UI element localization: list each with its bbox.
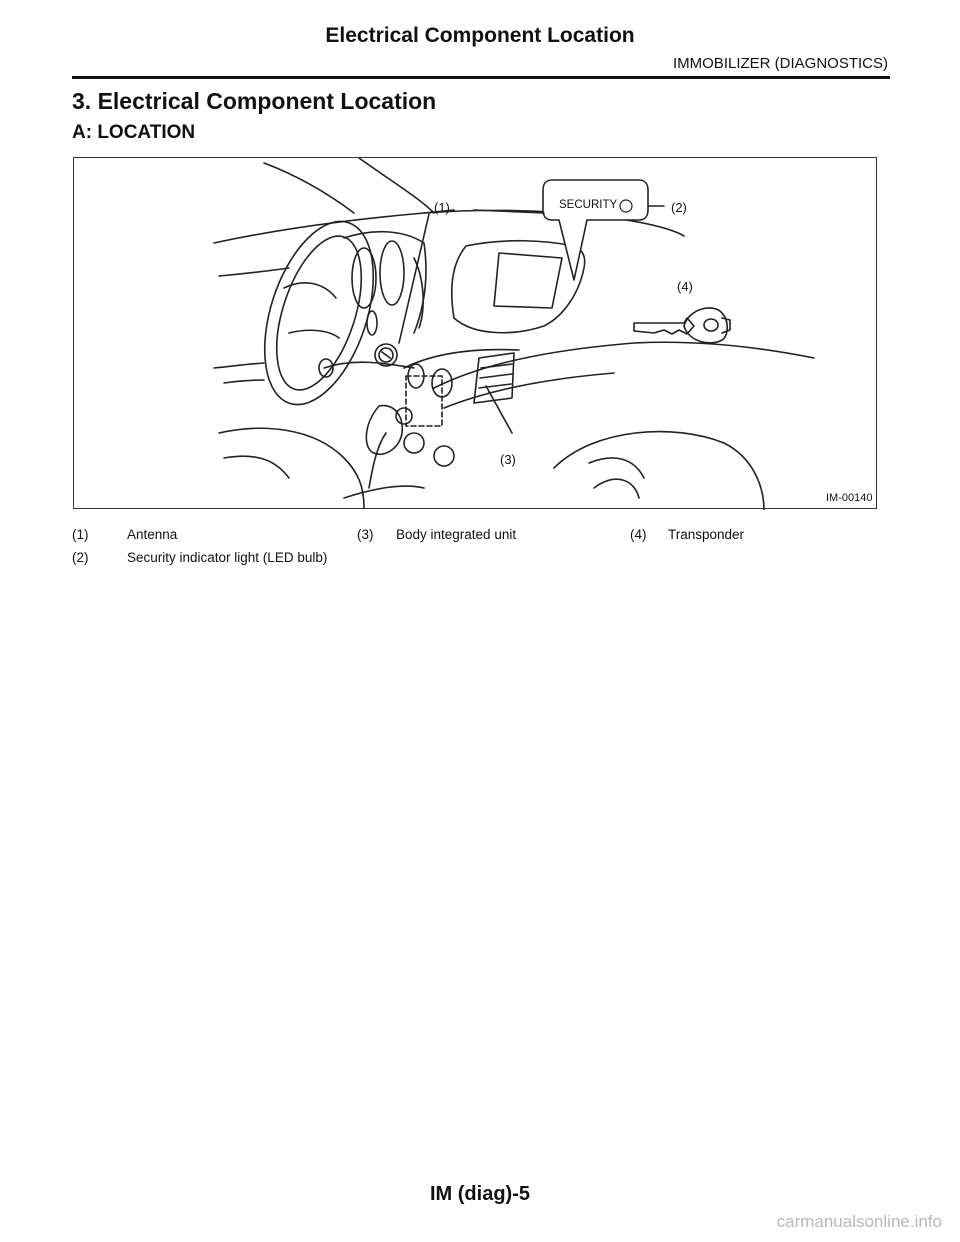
legend-text-body-integrated-unit: Body integrated unit xyxy=(396,527,517,542)
watermark: carmanualsonline.info xyxy=(776,1212,942,1231)
legend-text-transponder: Transponder xyxy=(668,527,745,542)
page-header-title: Electrical Component Location xyxy=(325,24,635,47)
callout-antenna: (1) xyxy=(434,200,450,215)
callout-body-integrated-unit: (3) xyxy=(500,452,516,467)
legend-text-security-light: Security indicator light (LED bulb) xyxy=(127,550,328,565)
callout-transponder: (4) xyxy=(677,279,693,294)
page-footer: IM (diag)-5 xyxy=(430,1183,530,1205)
subsection-heading: A: LOCATION xyxy=(72,122,196,143)
legend-num-transponder: (4) xyxy=(630,527,647,542)
legend-num-antenna: (1) xyxy=(72,527,89,542)
location-figure xyxy=(73,157,877,509)
legend-text-antenna: Antenna xyxy=(127,527,178,542)
legend-num-security-light: (2) xyxy=(72,550,89,565)
page-header-section: IMMOBILIZER (DIAGNOSTICS) xyxy=(672,55,888,72)
legend-num-body-integrated-unit: (3) xyxy=(357,527,374,542)
section-heading: 3. Electrical Component Location xyxy=(72,88,437,114)
security-indicator-label: SECURITY xyxy=(559,199,618,211)
callout-security-light: (2) xyxy=(671,200,687,215)
header-rule xyxy=(72,76,890,79)
dashboard-illustration xyxy=(74,158,878,510)
figure-id: IM-00140 xyxy=(826,492,873,504)
